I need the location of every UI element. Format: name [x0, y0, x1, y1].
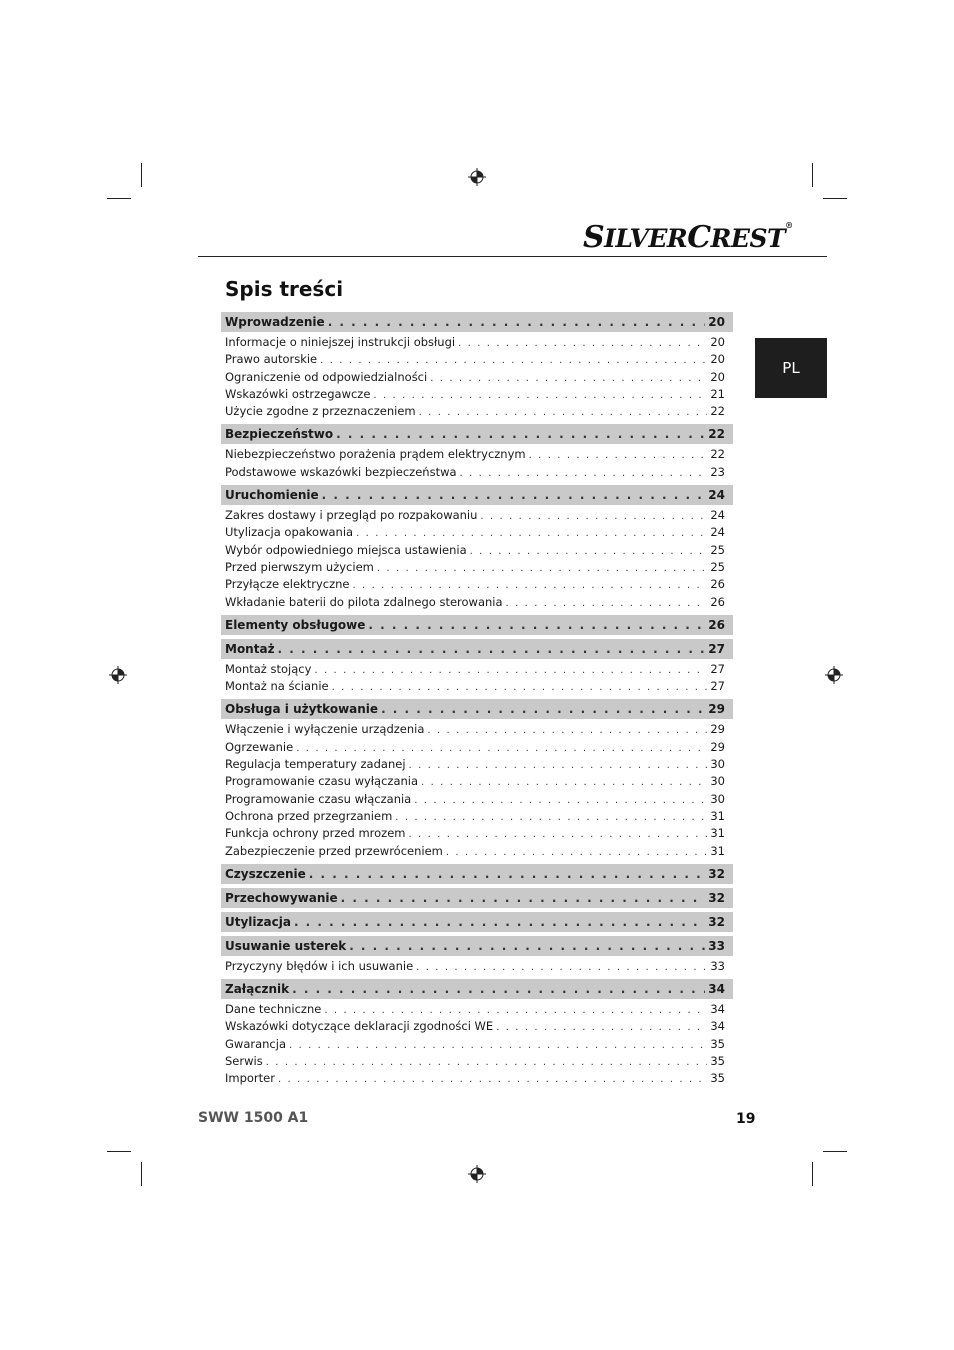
toc-leader-dots	[529, 447, 708, 463]
toc-item[interactable]	[221, 678, 733, 695]
registration-mark-icon	[109, 666, 127, 684]
toc-page: 23	[710, 464, 725, 479]
toc-leader-dots	[292, 979, 705, 999]
toc-page: 35	[710, 1054, 725, 1069]
toc-item[interactable]	[221, 594, 733, 611]
toc-label: Wskazówki ostrzegawcze	[225, 386, 371, 401]
toc-leader-dots	[278, 639, 706, 659]
toc-label: Niebezpieczeństwo porażenia prądem elektrycznym	[225, 447, 526, 462]
toc-label: Obsługa i użytkowanie	[225, 702, 379, 717]
crop-mark	[823, 198, 847, 199]
toc-label: Funkcja ochrony przed mrozem	[225, 826, 406, 841]
toc-item[interactable]	[221, 721, 733, 738]
toc-leader-dots	[419, 404, 708, 420]
toc-label: Załącznik	[225, 982, 290, 997]
toc-item[interactable]	[221, 773, 733, 790]
toc-page: 32	[708, 866, 725, 881]
toc-page: 22	[710, 404, 725, 419]
toc-page: 34	[710, 1002, 725, 1017]
toc-item[interactable]	[221, 1036, 733, 1053]
toc-label: Dane techniczne	[225, 1002, 322, 1017]
toc-item[interactable]	[221, 446, 733, 463]
toc-leader-dots	[320, 352, 707, 368]
toc-leader-dots	[352, 577, 707, 593]
toc-leader-dots	[470, 543, 708, 559]
crop-mark	[141, 163, 142, 187]
header-rule	[198, 256, 827, 257]
toc-item[interactable]	[221, 507, 733, 524]
toc-section[interactable]	[221, 888, 733, 908]
toc-item[interactable]	[221, 791, 733, 808]
toc-page: 29	[708, 702, 725, 717]
toc-page: 25	[710, 559, 725, 574]
toc-label: Wskazówki dotyczące deklaracji zgodności WE	[225, 1019, 494, 1034]
toc-page: 20	[708, 315, 725, 329]
toc-page: 35	[710, 1071, 725, 1086]
toc-item[interactable]	[221, 958, 733, 975]
toc-page: 33	[708, 938, 725, 953]
crop-mark	[812, 163, 813, 187]
toc-leader-dots	[332, 679, 708, 695]
toc-leader-dots	[409, 757, 708, 773]
toc-label: Ograniczenie od odpowiedzialności	[225, 369, 428, 384]
toc-page: 26	[708, 617, 725, 632]
toc-page: 21	[710, 386, 725, 401]
toc-label: Podstawowe wskazówki bezpieczeństwa	[225, 464, 457, 479]
toc-leader-dots	[446, 844, 707, 860]
toc-leader-dots	[349, 936, 705, 956]
toc-leader-dots	[322, 485, 706, 505]
toc-leader-dots	[416, 959, 707, 975]
toc-page: 30	[710, 757, 725, 772]
toc-page: 22	[708, 427, 725, 442]
toc-section[interactable]	[221, 699, 733, 719]
toc-page: 29	[710, 739, 725, 754]
toc-page: 34	[708, 982, 725, 997]
toc-item[interactable]	[221, 542, 733, 559]
toc-item[interactable]	[221, 334, 733, 351]
toc-page: 33	[710, 958, 725, 973]
toc-page: 20	[710, 369, 725, 384]
toc-item[interactable]	[221, 1053, 733, 1070]
toc-label: Użycie zgodne z przeznaczeniem	[225, 404, 416, 419]
registration-mark-icon	[825, 666, 843, 684]
toc-label: Prawo autorskie	[225, 352, 318, 367]
toc-label: Czyszczenie	[225, 866, 306, 881]
toc-page: 31	[710, 843, 725, 858]
toc-leader-dots	[309, 864, 706, 884]
toc-page: 32	[708, 914, 725, 929]
toc-label: Zabezpieczenie przed przewróceniem	[225, 843, 443, 858]
toc-label: Ogrzewanie	[225, 739, 294, 754]
toc-leader-dots	[377, 560, 708, 576]
toc-section[interactable]	[221, 936, 733, 956]
toc-label: Wybór odpowiedniego miejsca ustawienia	[225, 542, 467, 557]
toc-item[interactable]	[221, 559, 733, 576]
toc-leader-dots	[460, 465, 708, 481]
language-tab: PL	[755, 338, 827, 398]
toc-label: Utylizacja opakowania	[225, 525, 354, 540]
toc-label: Bezpieczeństwo	[225, 427, 334, 442]
toc-item[interactable]	[221, 1001, 733, 1018]
toc-section[interactable]	[221, 639, 733, 659]
toc-label: Włączenie i wyłączenie urządzenia	[225, 722, 425, 737]
toc-label: Utylizacja	[225, 914, 291, 929]
crop-mark	[812, 1162, 813, 1186]
toc-leader-dots	[458, 335, 707, 351]
toc-item[interactable]	[221, 739, 733, 756]
footer-model: SWW 1500 A1	[198, 1110, 309, 1126]
toc-leader-dots	[341, 888, 706, 908]
toc-leader-dots	[356, 525, 707, 541]
toc-page: 29	[710, 722, 725, 737]
crop-mark	[107, 198, 131, 199]
toc-label: Regulacja temperatury zadanej	[225, 757, 406, 772]
page-number: 19	[736, 1111, 756, 1127]
toc-section[interactable]	[221, 312, 733, 332]
toc-label: Montaż na ścianie	[225, 679, 329, 694]
toc-label: Ochrona przed przegrzaniem	[225, 808, 393, 823]
toc-leader-dots	[430, 370, 707, 386]
toc-leader-dots	[324, 1002, 707, 1018]
crop-mark	[107, 1151, 131, 1152]
toc-leader-dots	[294, 912, 705, 932]
toc-label: Przed pierwszym użyciem	[225, 559, 374, 574]
toc-label: Serwis	[225, 1054, 263, 1069]
toc-page: 24	[710, 525, 725, 540]
toc-leader-dots	[381, 699, 705, 719]
toc-leader-dots	[314, 662, 707, 678]
toc-leader-dots	[427, 722, 707, 738]
toc-item[interactable]	[221, 661, 733, 678]
toc-leader-dots	[289, 1037, 707, 1053]
toc-page: 30	[710, 791, 725, 806]
toc-label: Wprowadzenie	[225, 315, 325, 329]
toc-item[interactable]	[221, 825, 733, 842]
registration-mark-icon	[468, 1165, 486, 1183]
toc-label: Programowanie czasu wyłączania	[225, 774, 419, 789]
toc-page: 25	[710, 542, 725, 557]
toc-page: 22	[710, 447, 725, 462]
toc-section[interactable]	[221, 615, 733, 635]
toc-item[interactable]	[221, 403, 733, 420]
toc-label: Przyczyny błędów i ich usuwanie	[225, 958, 414, 973]
registration-mark-icon	[468, 168, 486, 186]
toc-page: 20	[710, 335, 725, 349]
toc-item[interactable]	[221, 386, 733, 403]
toc-item[interactable]	[221, 756, 733, 773]
toc-page: 30	[710, 774, 725, 789]
toc-label: Informacje o niniejszej instrukcji obsługi	[225, 335, 456, 349]
page-title: Spis treści	[225, 277, 344, 301]
toc-page: 24	[708, 488, 725, 503]
toc-label: Uruchomienie	[225, 488, 319, 503]
toc-label: Przyłącze elektryczne	[225, 577, 350, 592]
toc-section[interactable]	[221, 979, 733, 999]
toc-leader-dots	[266, 1054, 708, 1070]
toc-page: 35	[710, 1036, 725, 1051]
toc-page: 20	[710, 352, 725, 367]
toc-label: Importer	[225, 1071, 275, 1086]
toc-leader-dots	[408, 826, 707, 842]
toc-section[interactable]	[221, 912, 733, 932]
toc-label: Programowanie czasu włączania	[225, 791, 412, 806]
toc-label: Usuwanie usterek	[225, 938, 347, 953]
toc-leader-dots	[480, 508, 707, 524]
toc-leader-dots	[373, 387, 707, 403]
toc-label: Gwarancja	[225, 1036, 286, 1051]
toc-page: 24	[710, 508, 725, 523]
toc-item[interactable]	[221, 464, 733, 481]
toc-item[interactable]	[221, 351, 733, 368]
toc-item[interactable]	[221, 1070, 733, 1087]
toc-item[interactable]	[221, 369, 733, 386]
crop-mark	[823, 1151, 847, 1152]
toc-item[interactable]	[221, 808, 733, 825]
toc-item[interactable]	[221, 524, 733, 541]
toc-section[interactable]	[221, 864, 733, 884]
toc-leader-dots	[278, 1071, 707, 1087]
toc-leader-dots	[328, 312, 706, 332]
toc-label: Zakres dostawy i przegląd po rozpakowaniu	[225, 508, 478, 523]
crop-mark	[141, 1162, 142, 1186]
toc-section[interactable]	[221, 424, 733, 444]
brand-logo: SILVERCREST®	[583, 220, 793, 255]
toc-item[interactable]	[221, 576, 733, 593]
toc-leader-dots	[496, 1019, 707, 1035]
toc-page: 32	[708, 890, 725, 905]
toc-page: 31	[710, 826, 725, 841]
toc-page: 27	[710, 679, 725, 694]
toc-section[interactable]	[221, 485, 733, 505]
toc-label: Wkładanie baterii do pilota zdalnego sterowania	[225, 594, 503, 609]
toc-page: 31	[710, 808, 725, 823]
toc-label: Montaż	[225, 641, 275, 656]
toc-leader-dots	[336, 424, 705, 444]
toc-leader-dots	[421, 774, 707, 790]
toc-page: 26	[710, 594, 725, 609]
toc-page: 27	[710, 661, 725, 676]
toc-leader-dots	[395, 809, 707, 825]
toc-leader-dots	[506, 595, 708, 611]
toc-item[interactable]	[221, 843, 733, 860]
toc-page: 27	[708, 641, 725, 656]
toc-item[interactable]	[221, 1018, 733, 1035]
toc-leader-dots	[368, 615, 705, 635]
toc-page: 26	[710, 577, 725, 592]
toc-label: Przechowywanie	[225, 890, 338, 905]
toc-leader-dots	[296, 740, 707, 756]
toc-page: 34	[710, 1019, 725, 1034]
toc-label: Elementy obsługowe	[225, 617, 366, 632]
toc-leader-dots	[414, 792, 707, 808]
toc-label: Montaż stojący	[225, 661, 312, 676]
table-of-contents	[221, 308, 733, 1088]
